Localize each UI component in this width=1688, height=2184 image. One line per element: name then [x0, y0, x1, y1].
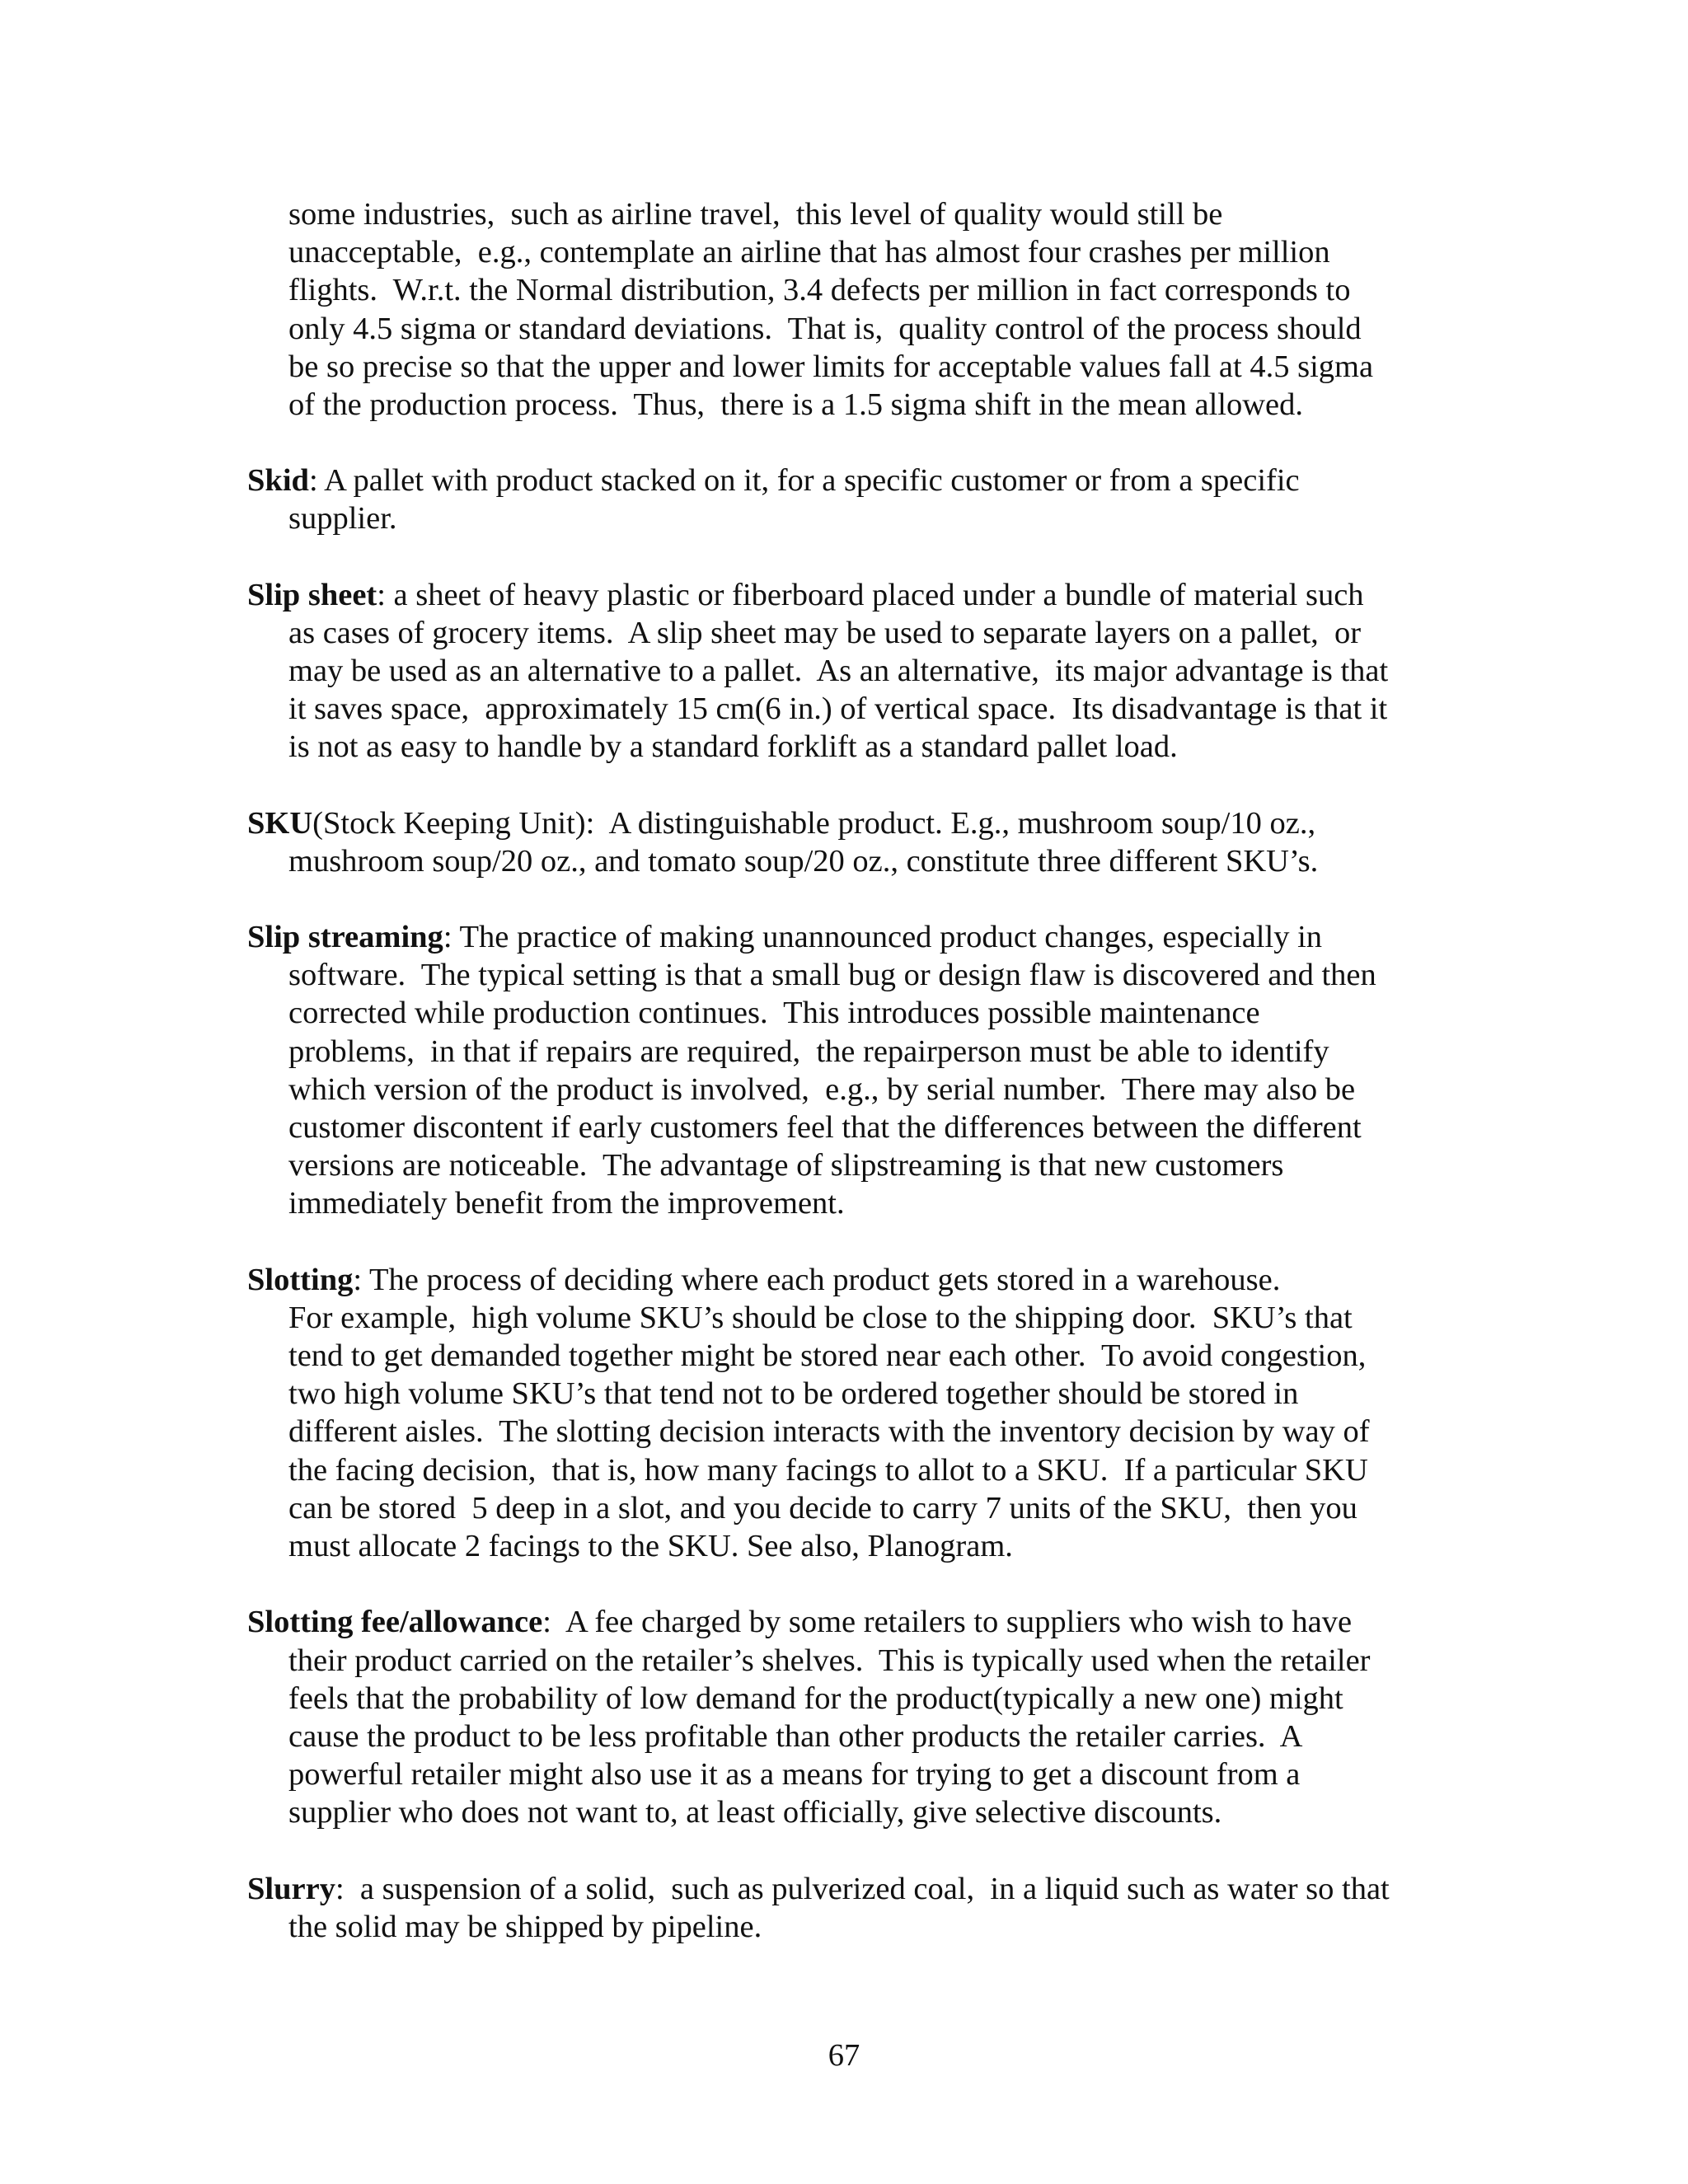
- glossary-entry-slotting: [247, 1261, 1459, 1566]
- text-line: some industries, such as airline travel, this level of quality would still be: [288, 197, 1223, 232]
- text-line: problems, in that if repairs are required, the repairperson must be able to identify: [288, 1033, 1329, 1069]
- text-line: tend to get demanded together might be stored near each other. To avoid congestion,: [288, 1338, 1367, 1374]
- glossary-term: Slotting: [247, 1262, 354, 1297]
- text-line: the facing decision, that is, how many facings to allot to a SKU. If a particular SKU: [288, 1452, 1368, 1488]
- definition-text: (Stock Keeping Unit): A distinguishable product. E.g., mushroom soup/10 oz.,: [312, 805, 1316, 841]
- text-line: flights. W.r.t. the Normal distribution, 3.4 defects per million in fact corresponds to: [288, 273, 1351, 308]
- text-line: only 4.5 sigma or standard deviations. That is, quality control of the process should: [288, 311, 1362, 346]
- page-number: 67: [828, 2038, 860, 2073]
- text-line: may be used as an alternative to a pallet. As an alternative, its major advantage is that: [288, 654, 1389, 689]
- text-line: powerful retailer might also use it as a means for trying to get a discount from a: [288, 1757, 1301, 1793]
- text-line: For example, high volume SKU’s should be close to the shipping door. SKU’s that: [288, 1300, 1353, 1335]
- entry-first-line: [247, 1870, 1459, 1908]
- text-line: the solid may be shipped by pipeline.: [288, 1909, 762, 1944]
- glossary-entry-sku: [247, 804, 1459, 880]
- entry-first-line: [247, 462, 1459, 499]
- text-line: is not as easy to handle by a standard forklift as a standard pallet load.: [288, 729, 1178, 765]
- text-line: be so precise so that the upper and lower limits for acceptable values fall at 4.5 sigma: [288, 349, 1374, 384]
- text-line: mushroom soup/20 oz., and tomato soup/20 oz., constitute three different SKU’s.: [288, 843, 1319, 879]
- text-line: can be stored 5 deep in a slot, and you decide to carry 7 units of the SKU, then you: [288, 1490, 1357, 1526]
- glossary-entry-skid: [247, 462, 1459, 537]
- glossary-term: Slotting fee/allowance: [247, 1605, 543, 1640]
- text-line: two high volume SKU’s that tend not to be ordered together should be stored in: [288, 1376, 1299, 1412]
- glossary-term: Slip streaming: [247, 920, 443, 955]
- text-line: software. The typical setting is that a small bug or design flaw is discovered and then: [288, 958, 1376, 993]
- text-line: customer discontent if early customers feel that the differences between the different: [288, 1110, 1362, 1146]
- definition-text: : The practice of making unannounced product changes, especially in: [443, 920, 1323, 955]
- text-line: corrected while production continues. This introduces possible maintenance: [288, 996, 1260, 1031]
- text-line: it saves space, approximately 15 cm(6 in.) of vertical space. Its disadvantage is that it: [288, 691, 1388, 727]
- definition-text: : A fee charged by some retailers to suppliers who wish to have: [542, 1605, 1353, 1640]
- glossary-entry-slip-streaming: [247, 918, 1459, 1223]
- continuation-paragraph: [247, 195, 1459, 424]
- text-line: which version of the product is involved, e.g., by serial number. There may also be: [288, 1071, 1356, 1107]
- definition-text: : The process of deciding where each product gets stored in a warehouse.: [353, 1262, 1281, 1297]
- text-line: unacceptable, e.g., contemplate an airline that has almost four crashes per million: [288, 235, 1330, 270]
- text-line: feels that the probability of low demand for the product(typically a new one) might: [288, 1680, 1343, 1716]
- text-line: as cases of grocery items. A slip sheet may be used to separate layers on a pallet, or: [288, 615, 1362, 650]
- glossary-content: [247, 195, 1459, 1984]
- text-line: supplier.: [288, 501, 397, 537]
- text-line: versions are noticeable. The advantage of slipstreaming is that new customers: [288, 1148, 1284, 1183]
- definition-text: : a sheet of heavy plastic or fiberboard placed under a bundle of material such: [377, 577, 1364, 612]
- glossary-entry-slip-sheet: [247, 576, 1459, 766]
- text-line: their product carried on the retailer’s shelves. This is typically used when the retailer: [288, 1643, 1371, 1678]
- glossary-entry-slurry: [247, 1870, 1459, 1946]
- text-line: supplier who does not want to, at least officially, give selective discounts.: [288, 1795, 1222, 1830]
- definition-text: : a suspension of a solid, such as pulverized coal, in a liquid such as water so that: [335, 1871, 1390, 1906]
- glossary-term: Skid: [247, 463, 309, 499]
- entry-first-line: [247, 1261, 1459, 1299]
- entry-first-line: [247, 1603, 1459, 1641]
- text-line: cause the product to be less profitable than other products the retailer carries. A: [288, 1718, 1303, 1754]
- glossary-term: Slurry: [247, 1871, 335, 1906]
- entry-first-line: [247, 576, 1459, 614]
- glossary-term: SKU: [247, 805, 313, 841]
- text-line: must allocate 2 facings to the SKU. See also, Planogram.: [288, 1529, 1013, 1564]
- definition-text: : A pallet with product stacked on it, for a specific customer or from a specific: [308, 463, 1300, 499]
- text-line: immediately benefit from the improvement.: [288, 1186, 845, 1221]
- glossary-term: Slip sheet: [247, 577, 377, 612]
- text-line: different aisles. The slotting decision interacts with the inventory decision by way of: [288, 1414, 1370, 1450]
- entry-first-line: [247, 918, 1459, 956]
- glossary-entry-slotting-fee: [247, 1603, 1459, 1831]
- text-line: of the production process. Thus, there is a 1.5 sigma shift in the mean allowed.: [288, 387, 1304, 423]
- entry-first-line: [247, 804, 1459, 842]
